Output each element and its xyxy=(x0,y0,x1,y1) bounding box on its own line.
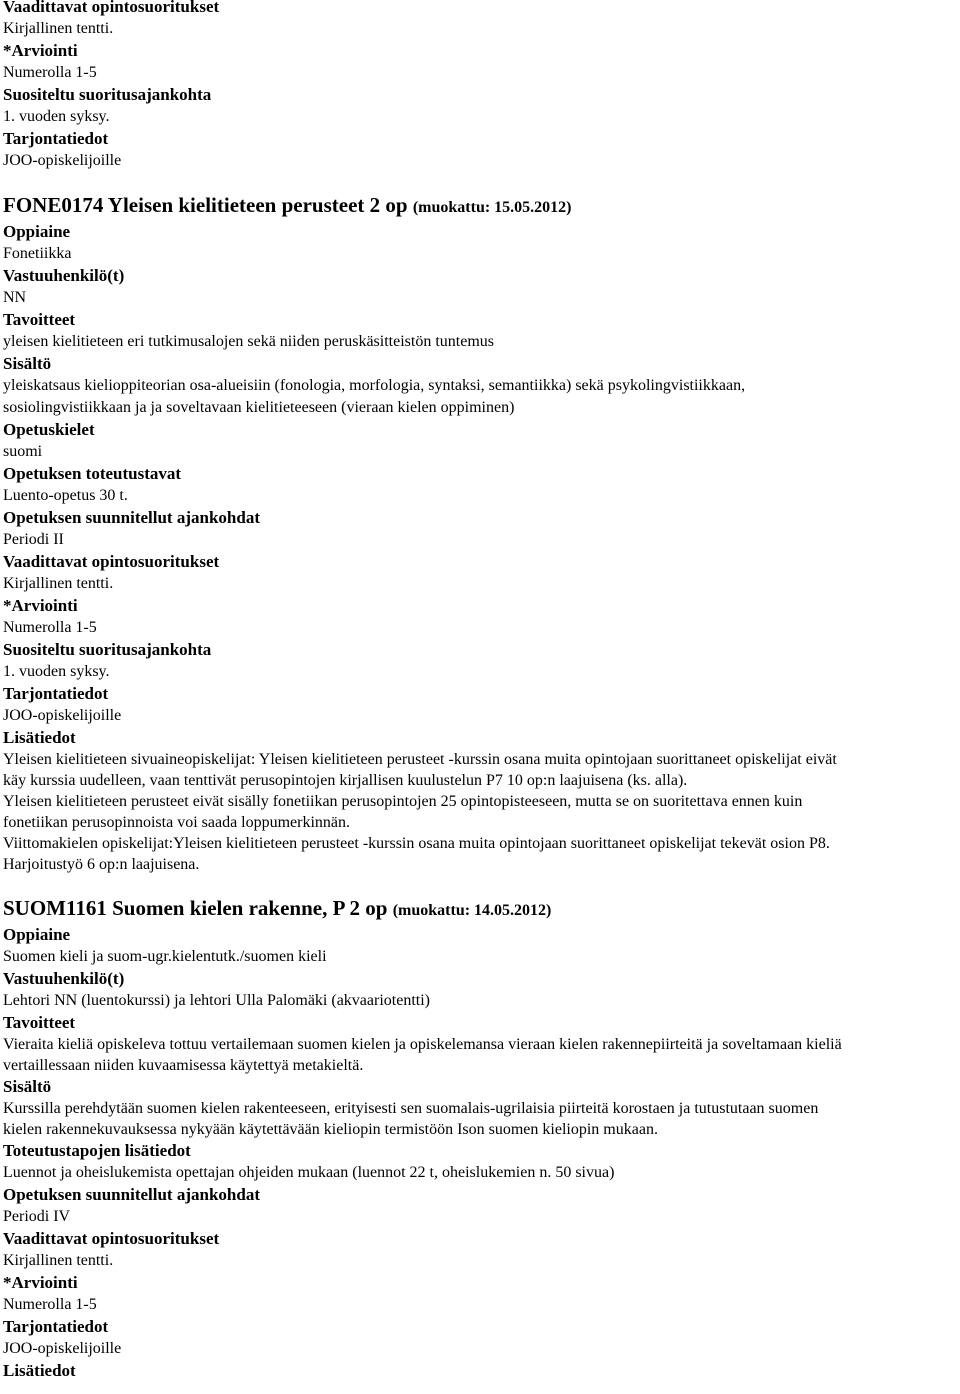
field-value: Vieraita kieliä opiskeleva tottuu vertailemaan suomen kielen ja opiskelemansa vieraan kielen rakennepiirteitä ja soveltamaan kieliä xyxy=(3,1036,842,1053)
field-value: Fonetiikka xyxy=(3,245,72,262)
field-label: Vaadittavat opintosuoritukset xyxy=(3,1229,220,1248)
field-label: Suositeltu suoritusajankohta xyxy=(3,85,212,104)
field-value: Periodi II xyxy=(3,531,64,548)
course-title-text: FONE0174 Yleisen kielitieteen perusteet 2 op xyxy=(3,193,408,217)
field-value: JOO-opiskelijoille xyxy=(3,152,122,169)
field-value: käy kurssia uudelleen, vaan tenttivät perusopintojen kirjallisen kuulustelun P7 10 op:n laajuisena (ks. alla). xyxy=(3,772,688,789)
field-value: fonetiikan perusopinnoista voi saada loppumerkinnän. xyxy=(3,814,351,831)
field-value: Kurssilla perehdytään suomen kielen rakenteeseen, erityisesti sen suomalais-ugrilaisia piirteitä korostaen ja tutustutaan suomen xyxy=(3,1100,819,1117)
field-label: Tarjontatiedot xyxy=(3,684,109,703)
field-label: Sisältö xyxy=(3,354,52,373)
field-value: 1. vuoden syksy. xyxy=(3,663,110,680)
field-label: Opetuskielet xyxy=(3,420,95,439)
course-modified-date: (muokattu: 14.05.2012) xyxy=(392,902,552,919)
field-value: Luennot ja oheislukemista opettajan ohjeiden mukaan (luennot 22 t, oheislukemien n. 50 sivua) xyxy=(3,1164,615,1181)
field-label: *Arviointi xyxy=(3,1273,78,1292)
field-label: Lisätiedot xyxy=(3,728,76,747)
field-label: Opetuksen toteutustavat xyxy=(3,464,182,483)
field-label: Suositeltu suoritusajankohta xyxy=(3,640,212,659)
course-fone0174 xyxy=(3,192,958,875)
field-value: Numerolla 1-5 xyxy=(3,619,97,636)
field-label: Lisätiedot xyxy=(3,1361,76,1380)
field-value: Yleisen kielitieteen perusteet eivät sisälly fonetiikan perusopintojen 25 opintopisteeseen, mutta se on suoritettava ennen kuin xyxy=(3,793,803,810)
field-value: Viittomakielen opiskelijat:Yleisen kielitieteen perusteet -kurssin osana muita opintojaan suorittaneet opiskelijat tekevät osion P8. xyxy=(3,835,830,852)
course-suom1161 xyxy=(3,895,958,1382)
field-label: Toteutustapojen lisätiedot xyxy=(3,1141,191,1160)
field-value: vertaillessaan niiden kuvaamisessa käytettyä metakieltä. xyxy=(3,1057,364,1074)
course-title-text: SUOM1161 Suomen kielen rakenne, P 2 op xyxy=(3,896,388,920)
field-label: Tarjontatiedot xyxy=(3,129,109,148)
field-label: *Arviointi xyxy=(3,41,78,60)
field-label: Opetuksen suunnitellut ajankohdat xyxy=(3,508,260,527)
course-title xyxy=(3,895,958,924)
field-value: Yleisen kielitieteen sivuaineopiskelijat: Yleisen kielitieteen perusteet -kurssin osana muita opintojaan suorittaneet opiskelijat eivät xyxy=(3,751,837,768)
field-label: Vaadittavat opintosuoritukset xyxy=(3,552,220,571)
field-label: Opetuksen suunnitellut ajankohdat xyxy=(3,1185,260,1204)
field-value: suomi xyxy=(3,443,43,460)
field-value: JOO-opiskelijoille xyxy=(3,1340,122,1357)
course-title xyxy=(3,192,958,221)
field-label: Vaadittavat opintosuoritukset xyxy=(3,0,220,16)
field-label: Tavoitteet xyxy=(3,310,76,329)
field-value: Kirjallinen tentti. xyxy=(3,575,114,592)
field-value: Kirjallinen tentti. xyxy=(3,1252,114,1269)
field-value: Numerolla 1-5 xyxy=(3,1296,97,1313)
field-value: Suomen kieli ja suom-ugr.kielentutk./suomen kieli xyxy=(3,948,327,965)
field-label: Vastuuhenkilö(t) xyxy=(3,969,125,988)
field-value: Kirjallinen tentti. xyxy=(3,20,114,37)
field-value: sosiolingvistiikkaan ja ja soveltavaan kielitieteeseen (vieraan kielen oppiminen) xyxy=(3,399,515,416)
field-value: Periodi IV xyxy=(3,1208,71,1225)
field-value: 1. vuoden syksy. xyxy=(3,108,110,125)
field-label: Oppiaine xyxy=(3,222,71,241)
field-label: Oppiaine xyxy=(3,925,71,944)
document-page xyxy=(3,0,958,1382)
field-value: yleisen kielitieteen eri tutkimusalojen sekä niiden peruskäsitteistön tuntemus xyxy=(3,333,494,350)
field-value: kielen rakennekuvauksessa nykyään käytettävään kieliopin termistöön Ison suomen kieliopin mukaan. xyxy=(3,1121,658,1138)
course-modified-date: (muokattu: 15.05.2012) xyxy=(412,199,572,216)
previous-course-tail xyxy=(3,0,958,172)
field-label: Vastuuhenkilö(t) xyxy=(3,266,125,285)
field-value: NN xyxy=(3,289,27,306)
field-value: yleiskatsaus kielioppiteorian osa-alueisiin (fonologia, morfologia, syntaksi, semantiikka) sekä psykolingvistiikkaan, xyxy=(3,377,746,394)
field-label: *Arviointi xyxy=(3,596,78,615)
field-label: Sisältö xyxy=(3,1077,52,1096)
field-value: Luento-opetus 30 t. xyxy=(3,487,128,504)
field-value: Harjoitustyö 6 op:n laajuisena. xyxy=(3,856,200,873)
field-value: Lehtori NN (luentokurssi) ja lehtori Ulla Palomäki (akvaariotentti) xyxy=(3,992,430,1009)
field-value: JOO-opiskelijoille xyxy=(3,707,122,724)
field-label: Tarjontatiedot xyxy=(3,1317,109,1336)
field-label: Tavoitteet xyxy=(3,1013,76,1032)
field-value: Numerolla 1-5 xyxy=(3,64,97,81)
